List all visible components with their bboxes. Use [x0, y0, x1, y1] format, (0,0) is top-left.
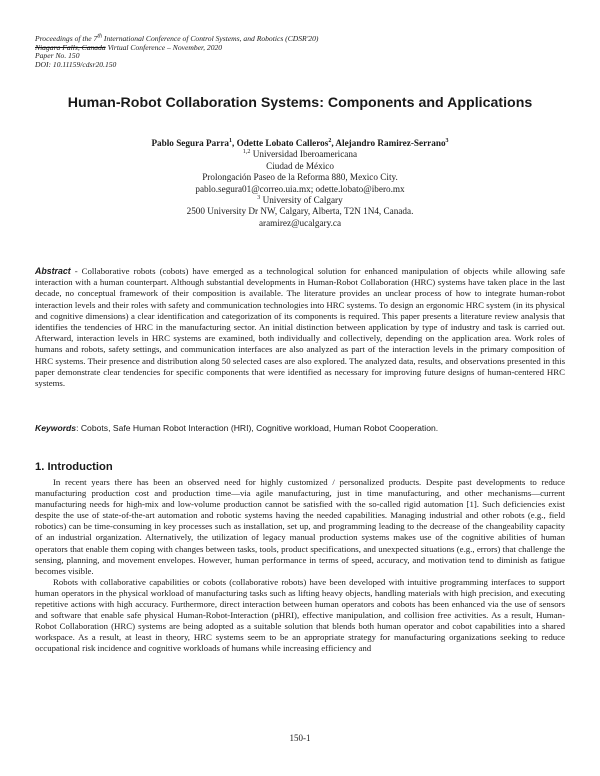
paper-title: Human-Robot Collaboration Systems: Components and Applications — [67, 95, 533, 111]
author-block — [0, 138, 600, 229]
paper-number: Paper No. 150 — [35, 51, 80, 61]
affiliation-1: $^{1,2}$ Universidad Iberoamericana — [242, 149, 358, 160]
affiliation-1-city: Ciudad de México — [266, 160, 334, 171]
abstract — [35, 266, 565, 389]
keywords — [35, 423, 565, 433]
affiliation-2-email: aramirez@ucalgary.ca — [258, 217, 342, 228]
header-line-2: Niagara Falls, Canada Virtual Conference – November, 2020 — [35, 42, 223, 52]
keywords-label: Keywords — [35, 423, 77, 433]
introduction-body — [35, 477, 565, 655]
header-line-1: Proceedings of the 7th International Conference of Control Systems, and Robotics (CDSR'20) — [35, 33, 319, 43]
abstract-label: Abstract — [35, 266, 71, 276]
affiliation-1-emails: pablo.segura01@correo.uia.mx; odette.lobato@ibero.mx — [195, 183, 405, 194]
doi: DOI: 10.11159/cdsr20.150 — [35, 59, 117, 69]
abstract-text: - Collaborative robots (cobots) have emerged as a technological solution for enhanced manipulation of objects while allowing safe interaction with a human counterpart. Although substantial developments in Human-Robot Collaboration (HRC) systems have taken place in the last decade, no conceptual framework of their composition is available. The literature provides an unclear process of how to integrate human-robot interaction levels and their roles with safety and communication technologies into HRC systems. To design an ergonomic HRC system (in its physical and cognitive dimensions) a clear identification and categorization of its components is required. This paper presents a literature review analysis that identifies the tendencies of HRC in the manufacturing sector. An initial distinction between application by type of industry and task is carried out. Afterward, interaction levels in HRC systems are examined, both individually and collectively, depending on the application area. Work roles of humans and robots, safety settings, and communication interfaces are also analyzed as part of the interaction levels in the primary composition of HRC systems. Their presence and distribution along 50 selected cases are also explored. The analyzed data, results, and observations presented in this paper demonstrate clear tendencies for specific components that were identified as necessary for improving future designs of human-centered HRC systems. — [35, 266, 565, 389]
page-number: 150-1 — [289, 733, 311, 743]
author-list: Pablo Segura Parra$^1$, Odette Lobato Calleros$^2$, Alejandro Ramirez-Serrano$^3$ — [151, 137, 449, 148]
affiliation-2: $^3$ University of Calgary — [257, 194, 343, 206]
section-heading-introduction: 1. Introduction — [35, 461, 113, 473]
proceedings-header — [35, 35, 455, 69]
paragraph: In recent years there has been an observed need for highly customized / personalized products. Despite past developments to reduce manufacturing production cost and production time—via agile manufacturing, just in time manufacturing, and other mechanisms—current manufacturing needs for high-mix and low-volume production cannot be satisfied with the so-called rigid automation [1]. Such deficiencies exist despite the use of state-of-the-art automation and robotic systems having the needed capabilities. Managing industrial and other robots (e.g., field robotics) can be time-consuming in key processes such as installation, set up, and programming leading to the decrease of the changeability capacity of an industrial organization. Alternatively, the utilization of legacy manual production systems makes use of the cognitive abilities of human operators that enable them coping with changes between tasks, tools, product specifications, and unexpected situations (e.g., errors) that challenge the sensing, planning, and movement envelopes. However, human performance in terms of speed, accuracy, and motivation tend to diminish as fatigue becomes visible. — [35, 477, 565, 576]
paragraph: Robots with collaborative capabilities or cobots (collaborative robots) have been developed with intuitive programming interfaces to support human operators in the physical workload of manufacturing tasks such as lifting heavy objects, handling materials with high precision, and executing repetitive actions with high accuracy. Furthermore, direct interaction between human operators and cobots has been enhanced via the use of sensors and software that enable safe physical Human-Robot-Interaction (pHRI), effective manipulation, and collision free activities. As a result, Human-Robot Collaboration (HRC) systems are being adopted as a suitable solution that blends both human operator and cobot capabilities into a shared workspace. As a result, at least in theory, HRC systems seem to be an appropriate strategy for manufacturing organizations seeking to reduce occupational risk incidence and cognitive workloads of humans while increasing efficiency and — [35, 576, 565, 654]
affiliation-1-address: Prolongación Paseo de la Reforma 880, Mexico City. — [202, 172, 398, 183]
affiliation-2-address: 2500 University Dr NW, Calgary, Alberta, T2N 1N4, Canada. — [186, 206, 414, 217]
keywords-text: : Cobots, Safe Human Robot Interaction (HRI), Cognitive workload, Human Robot Cooperation. — [76, 423, 439, 433]
